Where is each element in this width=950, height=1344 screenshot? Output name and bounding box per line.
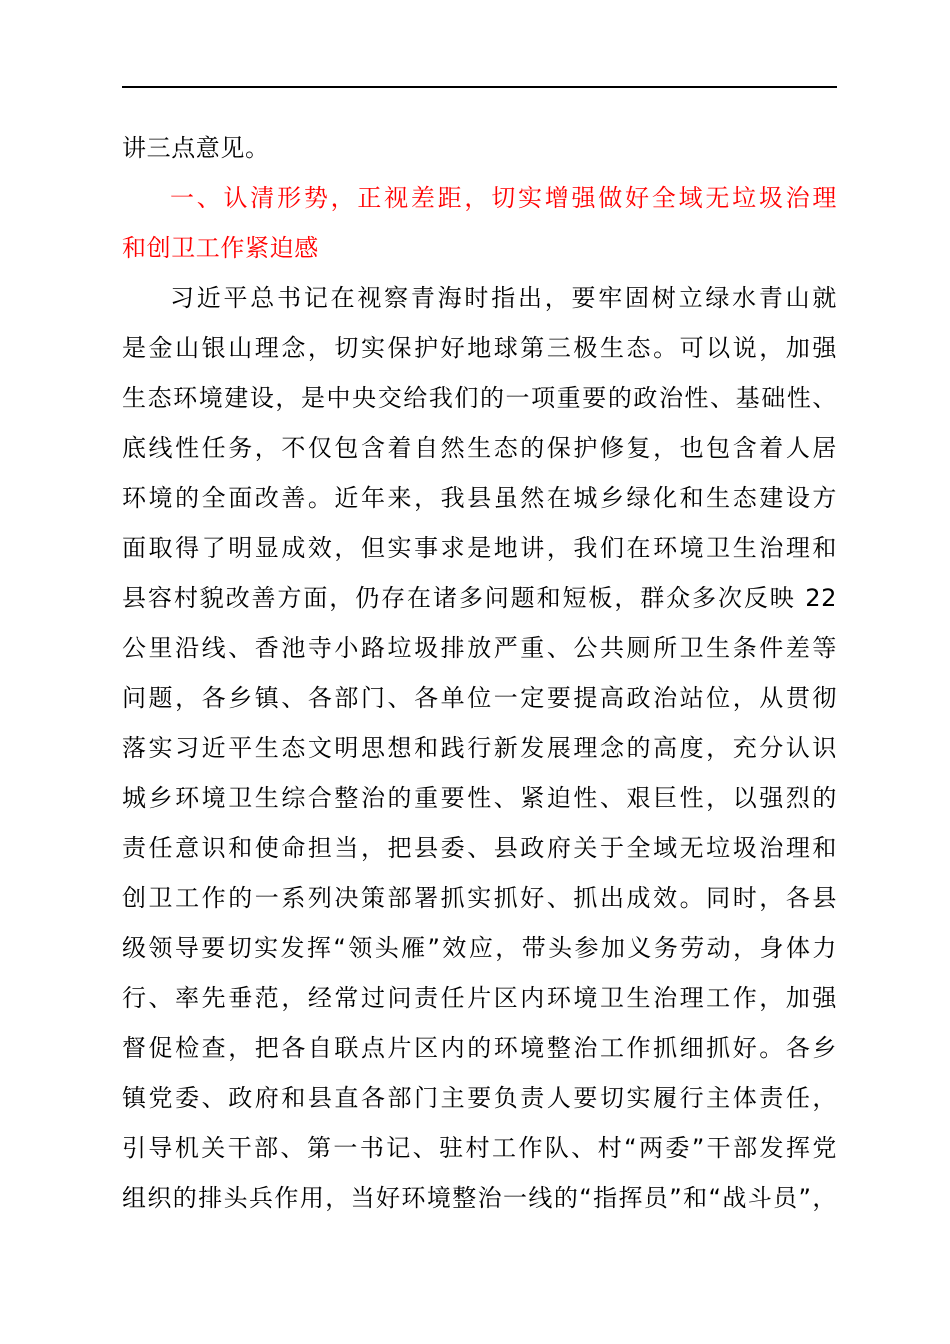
text-line: 公里沿线、香池寺小路垃圾排放严重、公共厕所卫生条件差等: [122, 634, 837, 662]
text-line: 讲三点意见。: [122, 134, 270, 162]
text-line: 县容村貌改善方面，仍存在诸多问题和短板，群众多次反映 22: [122, 584, 837, 612]
text-line: 镇党委、政府和县直各部门主要负责人要切实履行主体责任，: [122, 1084, 837, 1112]
text-line: 引导机关干部、第一书记、驻村工作队、村“两委”干部发挥党: [122, 1134, 837, 1162]
text-line: 级领导要切实发挥“领头雁”效应，带头参加义务劳动，身体力: [122, 934, 837, 962]
text-line: 行、率先垂范，经常过问责任片区内环境卫生治理工作，加强: [122, 984, 837, 1012]
text-line: 是金山银山理念，切实保护好地球第三极生态。可以说，加强: [122, 334, 837, 362]
text-line: 城乡环境卫生综合整治的重要性、紧迫性、艰巨性，以强烈的: [122, 784, 837, 812]
text-line: 责任意识和使命担当，把县委、县政府关于全域无垃圾治理和: [122, 834, 837, 862]
text-line: 生态环境建设，是中央交给我们的一项重要的政治性、基础性、: [122, 384, 837, 412]
text-line: 落实习近平生态文明思想和践行新发展理念的高度，充分认识: [122, 734, 837, 762]
section-heading-line: 一、认清形势，正视差距，切实增强做好全域无垃圾治理: [170, 184, 837, 212]
text-line: 创卫工作的一系列决策部署抓实抓好、抓出成效。同时，各县: [122, 884, 837, 912]
section-heading-line: 和创卫工作紧迫感: [122, 234, 319, 262]
text-line: 习近平总书记在视察青海时指出，要牢固树立绿水青山就: [170, 284, 837, 312]
header-rule: [122, 86, 837, 88]
text-line: 组织的排头兵作用，当好环境整治一线的“指挥员”和“战斗员”，: [122, 1184, 837, 1212]
text-line: 底线性任务，不仅包含着自然生态的保护修复，也包含着人居: [122, 434, 837, 462]
text-line: 环境的全面改善。近年来，我县虽然在城乡绿化和生态建设方: [122, 484, 837, 512]
text-line: 面取得了明显成效，但实事求是地讲，我们在环境卫生治理和: [122, 534, 837, 562]
text-line: 问题，各乡镇、各部门、各单位一定要提高政治站位，从贯彻: [122, 684, 837, 712]
text-line: 督促检查，把各自联点片区内的环境整治工作抓细抓好。各乡: [122, 1034, 837, 1062]
